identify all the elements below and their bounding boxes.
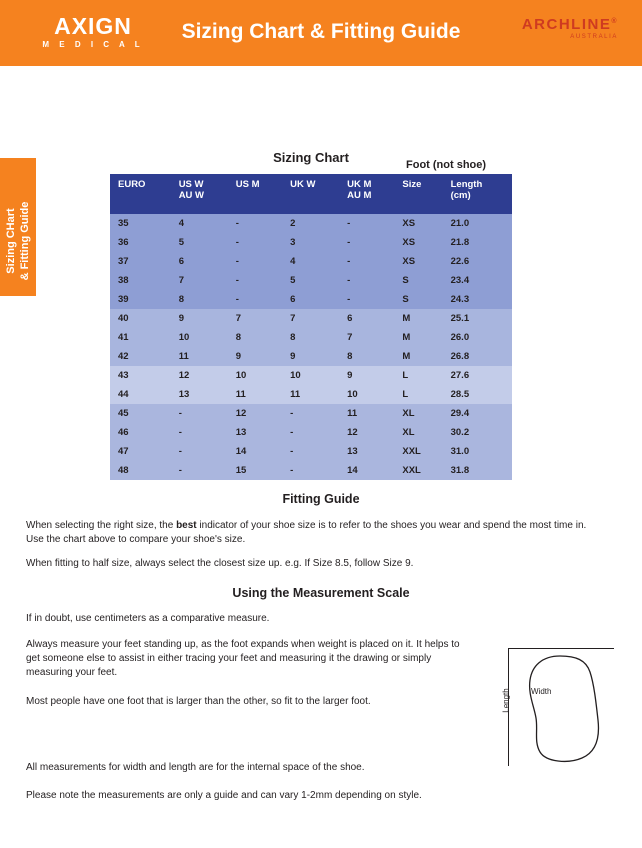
cell-usm: 13 [228,423,282,442]
cell-ukw: 5 [282,271,339,290]
cell-length: 27.6 [441,366,512,385]
cell-size: XXL [394,461,440,480]
cell-ukw: - [282,404,339,423]
cell-length: 24.3 [441,290,512,309]
cell-ukm: 12 [339,423,394,442]
cell-euro: 44 [110,385,171,404]
column-header-2: US M [228,174,282,214]
cell-length: 31.0 [441,442,512,461]
archline-wordmark [522,16,618,33]
column-header-4: UK M AU M [339,174,394,214]
cell-euro: 36 [110,233,171,252]
table-row [110,290,512,309]
cell-ukm: - [339,271,394,290]
cell-length: 30.2 [441,423,512,442]
width-label: Width [531,687,552,696]
archline-wordmark-text: ARCHLINE [521,16,612,33]
cell-ukw: - [282,461,339,480]
cell-ukm: - [339,290,394,309]
sizing-chart-title: Sizing Chart [273,150,349,165]
length-label: Length [501,688,511,713]
table-header-row [110,174,512,214]
cell-usw: 7 [171,271,228,290]
axign-wordmark: AXIGN [54,13,132,39]
table-row [110,442,512,461]
cell-usm: 15 [228,461,282,480]
cell-ukm: - [339,214,394,233]
cell-size: XXL [394,442,440,461]
measurement-paragraph-5: Please note the measurements are only a guide and can vary 1-2mm depending on style. [26,790,422,801]
cell-euro: 39 [110,290,171,309]
cell-usm: - [228,271,282,290]
cell-ukm: 9 [339,366,394,385]
cell-ukw: 8 [282,328,339,347]
cell-euro: 40 [110,309,171,328]
cell-usm: - [228,233,282,252]
measurement-paragraph-1: If in doubt, use centimeters as a comparative measure. [26,613,270,624]
cell-size: XL [394,404,440,423]
table-row [110,404,512,423]
cell-usm: - [228,214,282,233]
measurement-paragraph-2: Always measure your feet standing up, as the foot expands when weight is placed on it. It helps to get someone else to assist in either tracing your feet and measuring it the drawing or simply measuring your feet. [26,639,460,678]
cell-euro: 37 [110,252,171,271]
cell-ukw: 2 [282,214,339,233]
axign-tagline: M E D I C A L [42,40,144,49]
archline-logo [522,16,618,40]
foot-not-shoe-note: Foot (not shoe) [406,159,487,171]
cell-ukw: - [282,423,339,442]
cell-size: M [394,309,440,328]
table-row [110,214,512,233]
cell-size: XS [394,233,440,252]
cell-usw: 5 [171,233,228,252]
cell-usw: - [171,404,228,423]
cell-ukm: 6 [339,309,394,328]
page-header [0,0,642,66]
cell-euro: 43 [110,366,171,385]
cell-length: 26.0 [441,328,512,347]
cell-size: L [394,385,440,404]
cell-ukm: 10 [339,385,394,404]
foot-outline-icon [520,654,612,764]
cell-ukm: 8 [339,347,394,366]
cell-length: 28.5 [441,385,512,404]
cell-usw: 8 [171,290,228,309]
cell-usm: - [228,252,282,271]
table-row [110,233,512,252]
cell-usw: - [171,461,228,480]
foot-measurement-diagram [498,648,614,766]
column-header-3: UK W [282,174,339,214]
cell-length: 29.4 [441,404,512,423]
cell-size: M [394,328,440,347]
archline-tagline: AUSTRALIA [570,34,618,40]
width-axis-line [508,648,614,649]
cell-euro: 41 [110,328,171,347]
measurement-paragraph-4: All measurements for width and length are for the internal space of the shoe. [26,762,365,773]
table-row [110,271,512,290]
cell-ukm: 7 [339,328,394,347]
column-header-5: Size [394,174,440,214]
cell-size: M [394,347,440,366]
cell-euro: 46 [110,423,171,442]
side-tab [0,158,36,296]
cell-size: S [394,271,440,290]
cell-ukm: 11 [339,404,394,423]
column-header-0: EURO [110,174,171,214]
cell-ukw: 6 [282,290,339,309]
cell-length: 21.8 [441,233,512,252]
cell-usw: - [171,442,228,461]
cell-ukw: 7 [282,309,339,328]
cell-length: 26.8 [441,347,512,366]
page-title: Sizing Chart & Fitting Guide [181,20,461,43]
table-row [110,252,512,271]
cell-usw: 4 [171,214,228,233]
table-row [110,423,512,442]
side-tab-label: Sizing CHart & Fitting Guide [5,201,31,281]
cell-euro: 38 [110,271,171,290]
table-row [110,366,512,385]
table-row [110,385,512,404]
cell-ukw: - [282,442,339,461]
table-row [110,328,512,347]
cell-usw: 10 [171,328,228,347]
cell-usw: 13 [171,385,228,404]
cell-usm: 12 [228,404,282,423]
archline-trademark: ® [611,18,618,25]
cell-usm: 7 [228,309,282,328]
cell-usw: 9 [171,309,228,328]
fitting-guide-title: Fitting Guide [282,492,360,506]
cell-size: S [394,290,440,309]
cell-ukm: - [339,252,394,271]
cell-euro: 42 [110,347,171,366]
measurement-paragraph-3: Most people have one foot that is larger than the other, so fit to the larger foot. [26,696,371,707]
cell-ukw: 11 [282,385,339,404]
cell-length: 21.0 [441,214,512,233]
column-header-6: Length (cm) [441,174,512,214]
column-header-1: US W AU W [171,174,228,214]
cell-size: XS [394,252,440,271]
table-row [110,309,512,328]
cell-usm: - [228,290,282,309]
cell-usm: 14 [228,442,282,461]
sizing-chart-table [110,174,512,480]
table-row [110,461,512,480]
cell-size: L [394,366,440,385]
cell-usm: 10 [228,366,282,385]
cell-length: 22.6 [441,252,512,271]
cell-usm: 8 [228,328,282,347]
cell-size: XL [394,423,440,442]
cell-ukw: 4 [282,252,339,271]
cell-euro: 35 [110,214,171,233]
fitting-guide-paragraph-1: When selecting the right size, the best indicator of your shoe size is to refer to the shoes you wear and spend the most time in. Use the chart above to compare your shoe's size. [26,520,587,545]
cell-ukw: 10 [282,366,339,385]
cell-ukm: 14 [339,461,394,480]
cell-euro: 47 [110,442,171,461]
cell-usm: 11 [228,385,282,404]
cell-ukm: 13 [339,442,394,461]
cell-usw: 6 [171,252,228,271]
cell-usw: 11 [171,347,228,366]
table-row [110,347,512,366]
cell-length: 31.8 [441,461,512,480]
measurement-scale-title: Using the Measurement Scale [232,586,410,600]
cell-usm: 9 [228,347,282,366]
cell-length: 23.4 [441,271,512,290]
cell-ukw: 3 [282,233,339,252]
cell-ukw: 9 [282,347,339,366]
cell-size: XS [394,214,440,233]
cell-euro: 45 [110,404,171,423]
cell-usw: - [171,423,228,442]
emphasis-best: best [176,520,197,531]
cell-length: 25.1 [441,309,512,328]
cell-ukm: - [339,233,394,252]
cell-euro: 48 [110,461,171,480]
cell-usw: 12 [171,366,228,385]
fitting-guide-paragraph-2: When fitting to half size, always select the closest size up. e.g. If Size 8.5, follow Size 9. [26,558,414,569]
